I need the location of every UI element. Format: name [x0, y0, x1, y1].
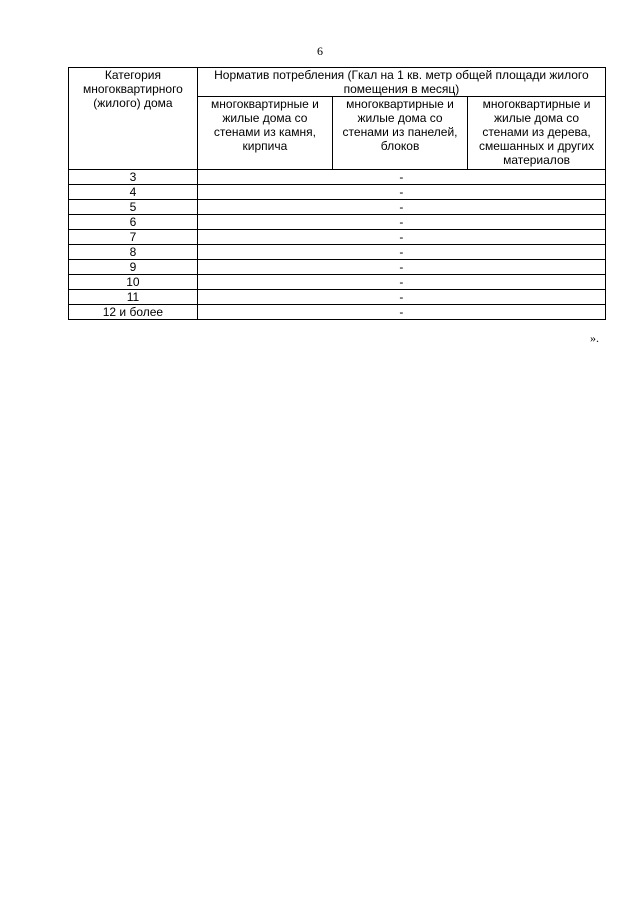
row-category: 6 [69, 215, 198, 230]
row-category: 11 [69, 290, 198, 305]
row-category: 7 [69, 230, 198, 245]
row-category: 3 [69, 170, 198, 185]
table-row [69, 230, 606, 245]
row-value: - [197, 170, 605, 185]
page-number: 6 [317, 44, 323, 58]
table-row [69, 200, 606, 215]
table-row [69, 185, 606, 200]
consumption-norm-table [68, 67, 606, 320]
row-value: - [197, 230, 605, 245]
category-header: Категория многоквартирного (жилого) дома [69, 68, 198, 170]
subheader-panels-blocks: многоквартирные и жилые дома со стенами из панелей, блоков [332, 97, 467, 170]
row-category: 8 [69, 245, 198, 260]
row-value: - [197, 305, 605, 320]
row-value: - [197, 245, 605, 260]
row-value: - [197, 275, 605, 290]
table-row [69, 170, 606, 185]
table-row [69, 245, 606, 260]
row-value: - [197, 290, 605, 305]
norm-header: Норматив потребления (Гкал на 1 кв. метр общей площади жилого помещения в месяц) [197, 68, 605, 97]
table-row [69, 215, 606, 230]
row-value: - [197, 260, 605, 275]
row-category: 4 [69, 185, 198, 200]
row-value: - [197, 215, 605, 230]
row-value: - [197, 200, 605, 215]
row-category: 9 [69, 260, 198, 275]
subheader-wood-mixed: многоквартирные и жилые дома со стенами из дерева, смешанных и других материалов [468, 97, 606, 170]
closing-quote-mark: ». [590, 331, 599, 345]
row-category: 10 [69, 275, 198, 290]
table-row [69, 275, 606, 290]
row-category: 5 [69, 200, 198, 215]
table-row [69, 290, 606, 305]
subheader-stone-brick: многоквартирные и жилые дома со стенами из камня, кирпича [197, 97, 332, 170]
row-category: 12 и более [69, 305, 198, 320]
row-value: - [197, 185, 605, 200]
table-header-row [69, 68, 606, 97]
table-row [69, 305, 606, 320]
table-row [69, 260, 606, 275]
